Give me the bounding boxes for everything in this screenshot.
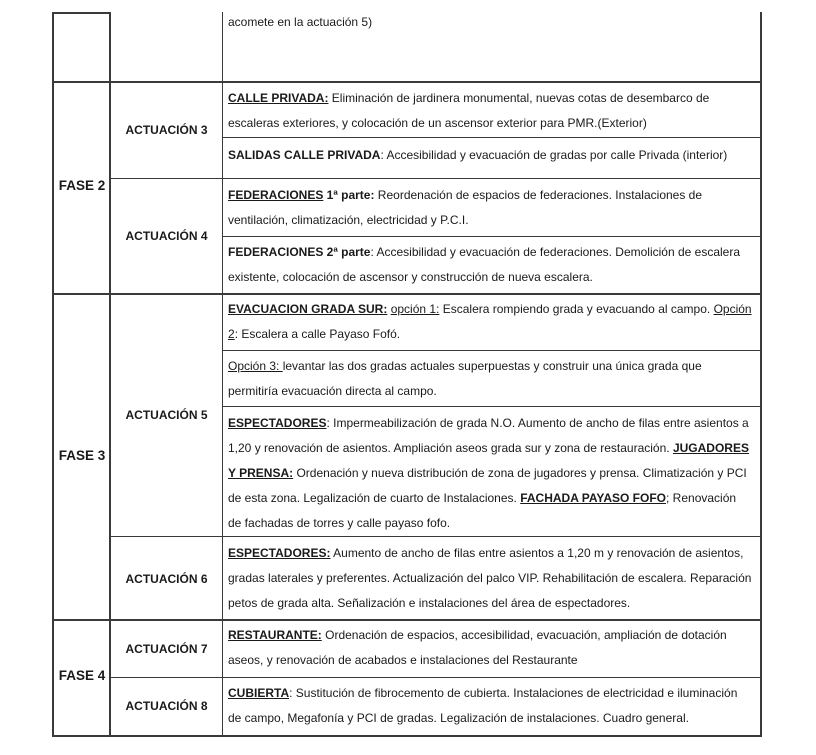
description-text: : Escalera a calle Payaso Fofó. bbox=[234, 327, 401, 341]
description-text: Ordenación de espacios, accesibilidad, evacuación, ampliación de dotación aseos, y renovación de acabados e instalaciones del Restaurante bbox=[228, 628, 727, 667]
phase-label: FASE 4 bbox=[58, 668, 106, 683]
description-cell bbox=[228, 183, 752, 233]
description-text: Escalera rompiendo grada y evacuando al campo. bbox=[439, 302, 714, 316]
description-heading: FACHADA PAYASO FOFO bbox=[520, 491, 667, 505]
grid-line bbox=[222, 137, 761, 138]
actuacion-label: ACTUACIÓN 7 bbox=[125, 642, 208, 656]
description-cell bbox=[228, 623, 752, 673]
grid-line bbox=[110, 536, 761, 537]
description-text: Reordenación de espacios de federaciones. Instalaciones de ventilación, climatización, electricidad y P.C.I. bbox=[228, 188, 703, 227]
description-text: acomete en la actuación 5) bbox=[228, 15, 373, 29]
description-heading: JUGADORES Y PRENSA: bbox=[228, 441, 749, 480]
phase-label: FASE 2 bbox=[58, 178, 106, 193]
description-text: ; Renovación de fachadas de torres y calle payaso fofo. bbox=[228, 491, 737, 530]
description-cell bbox=[228, 681, 752, 731]
description-heading: ESPECTADORES: bbox=[228, 546, 331, 560]
description-cell bbox=[228, 10, 752, 35]
description-cell bbox=[228, 297, 752, 347]
description-cell bbox=[228, 86, 752, 136]
grid-line bbox=[52, 81, 762, 83]
grid-line bbox=[222, 236, 761, 237]
description-heading: CUBIERTA bbox=[228, 686, 290, 700]
description-cell bbox=[228, 354, 752, 404]
description-text: Ordenación y nueva distribución de zona de jugadores y prensa. Climatización y PCI de esta zona. Legalización de cuarto de Instalaciones. bbox=[228, 466, 747, 505]
description-heading: 1ª parte: bbox=[323, 188, 375, 202]
description-text: Aumento de ancho de filas entre asientos a 1,20 m y renovación de asientos, gradas laterales y preferentes. Actualización del palco VIP. Rehabilitación de escalera. Reparación petos de grada alta. Señalización e instalaciones del área de espectadores. bbox=[228, 546, 752, 610]
actuacion-label: ACTUACIÓN 8 bbox=[125, 699, 208, 713]
description-text: levantar las dos gradas actuales superpuestas y construir una única grada que permitiría evacuación directa al campo. bbox=[228, 359, 702, 398]
description-heading: RESTAURANTE: bbox=[228, 628, 322, 642]
description-heading: ESPECTADORES bbox=[228, 416, 327, 430]
description-text: Eliminación de jardinera monumental, nuevas cotas de desembarco de escaleras exteriores, y colocación de un ascensor exterior para PMR.(Exterior) bbox=[228, 91, 710, 130]
option-label: opción 1: bbox=[390, 302, 440, 316]
phase-label: FASE 3 bbox=[58, 448, 106, 463]
description-cell bbox=[228, 143, 752, 168]
actuacion-label: ACTUACIÓN 3 bbox=[125, 123, 208, 137]
description-text: : Accesibilidad y evacuación de federaciones. Demolición de escalera existente, colocación de ascensor y construcción de nueva escalera. bbox=[228, 245, 741, 284]
option-label: Opción 3: bbox=[228, 359, 283, 373]
description-heading: SALIDAS CALLE PRIVADA bbox=[228, 148, 381, 162]
grid-line bbox=[222, 12, 223, 736]
description-cell bbox=[228, 411, 752, 536]
actuacion-label: ACTUACIÓN 6 bbox=[125, 572, 208, 586]
option-label: Opción 2 bbox=[228, 302, 752, 341]
grid-line bbox=[222, 406, 761, 407]
grid-line bbox=[52, 12, 54, 736]
grid-line bbox=[110, 677, 761, 678]
grid-line bbox=[222, 350, 761, 351]
grid-line bbox=[52, 619, 762, 621]
description-text: : Impermeabilización de grada N.O. Aumento de ancho de filas entre asientos a 1,20 y renovación de asientos. Ampliación aseos grada sur y zona de restauración. bbox=[228, 416, 749, 455]
description-heading: CALLE PRIVADA: bbox=[228, 91, 329, 105]
description-heading: EVACUACION GRADA SUR: bbox=[228, 302, 388, 316]
grid-line bbox=[52, 12, 110, 14]
description-text: : Accesibilidad y evacuación de gradas por calle Privada (interior) bbox=[380, 148, 728, 162]
description-cell bbox=[228, 240, 752, 290]
grid-line bbox=[110, 178, 761, 179]
description-cell bbox=[228, 541, 752, 616]
grid-line bbox=[52, 735, 762, 737]
description-heading: FEDERACIONES 2ª parte bbox=[228, 245, 371, 259]
grid-line bbox=[760, 12, 762, 736]
grid-line bbox=[52, 293, 762, 295]
description-heading: FEDERACIONES bbox=[228, 188, 324, 202]
actuacion-label: ACTUACIÓN 5 bbox=[125, 408, 208, 422]
actuacion-label: ACTUACIÓN 4 bbox=[125, 229, 208, 243]
description-text: : Sustitución de fibrocemento de cubierta. Instalaciones de electricidad e iluminación de campo, Megafonía y PCI de gradas. Legalización de instalaciones. Cuadro general. bbox=[228, 686, 738, 725]
grid-line bbox=[109, 12, 111, 736]
